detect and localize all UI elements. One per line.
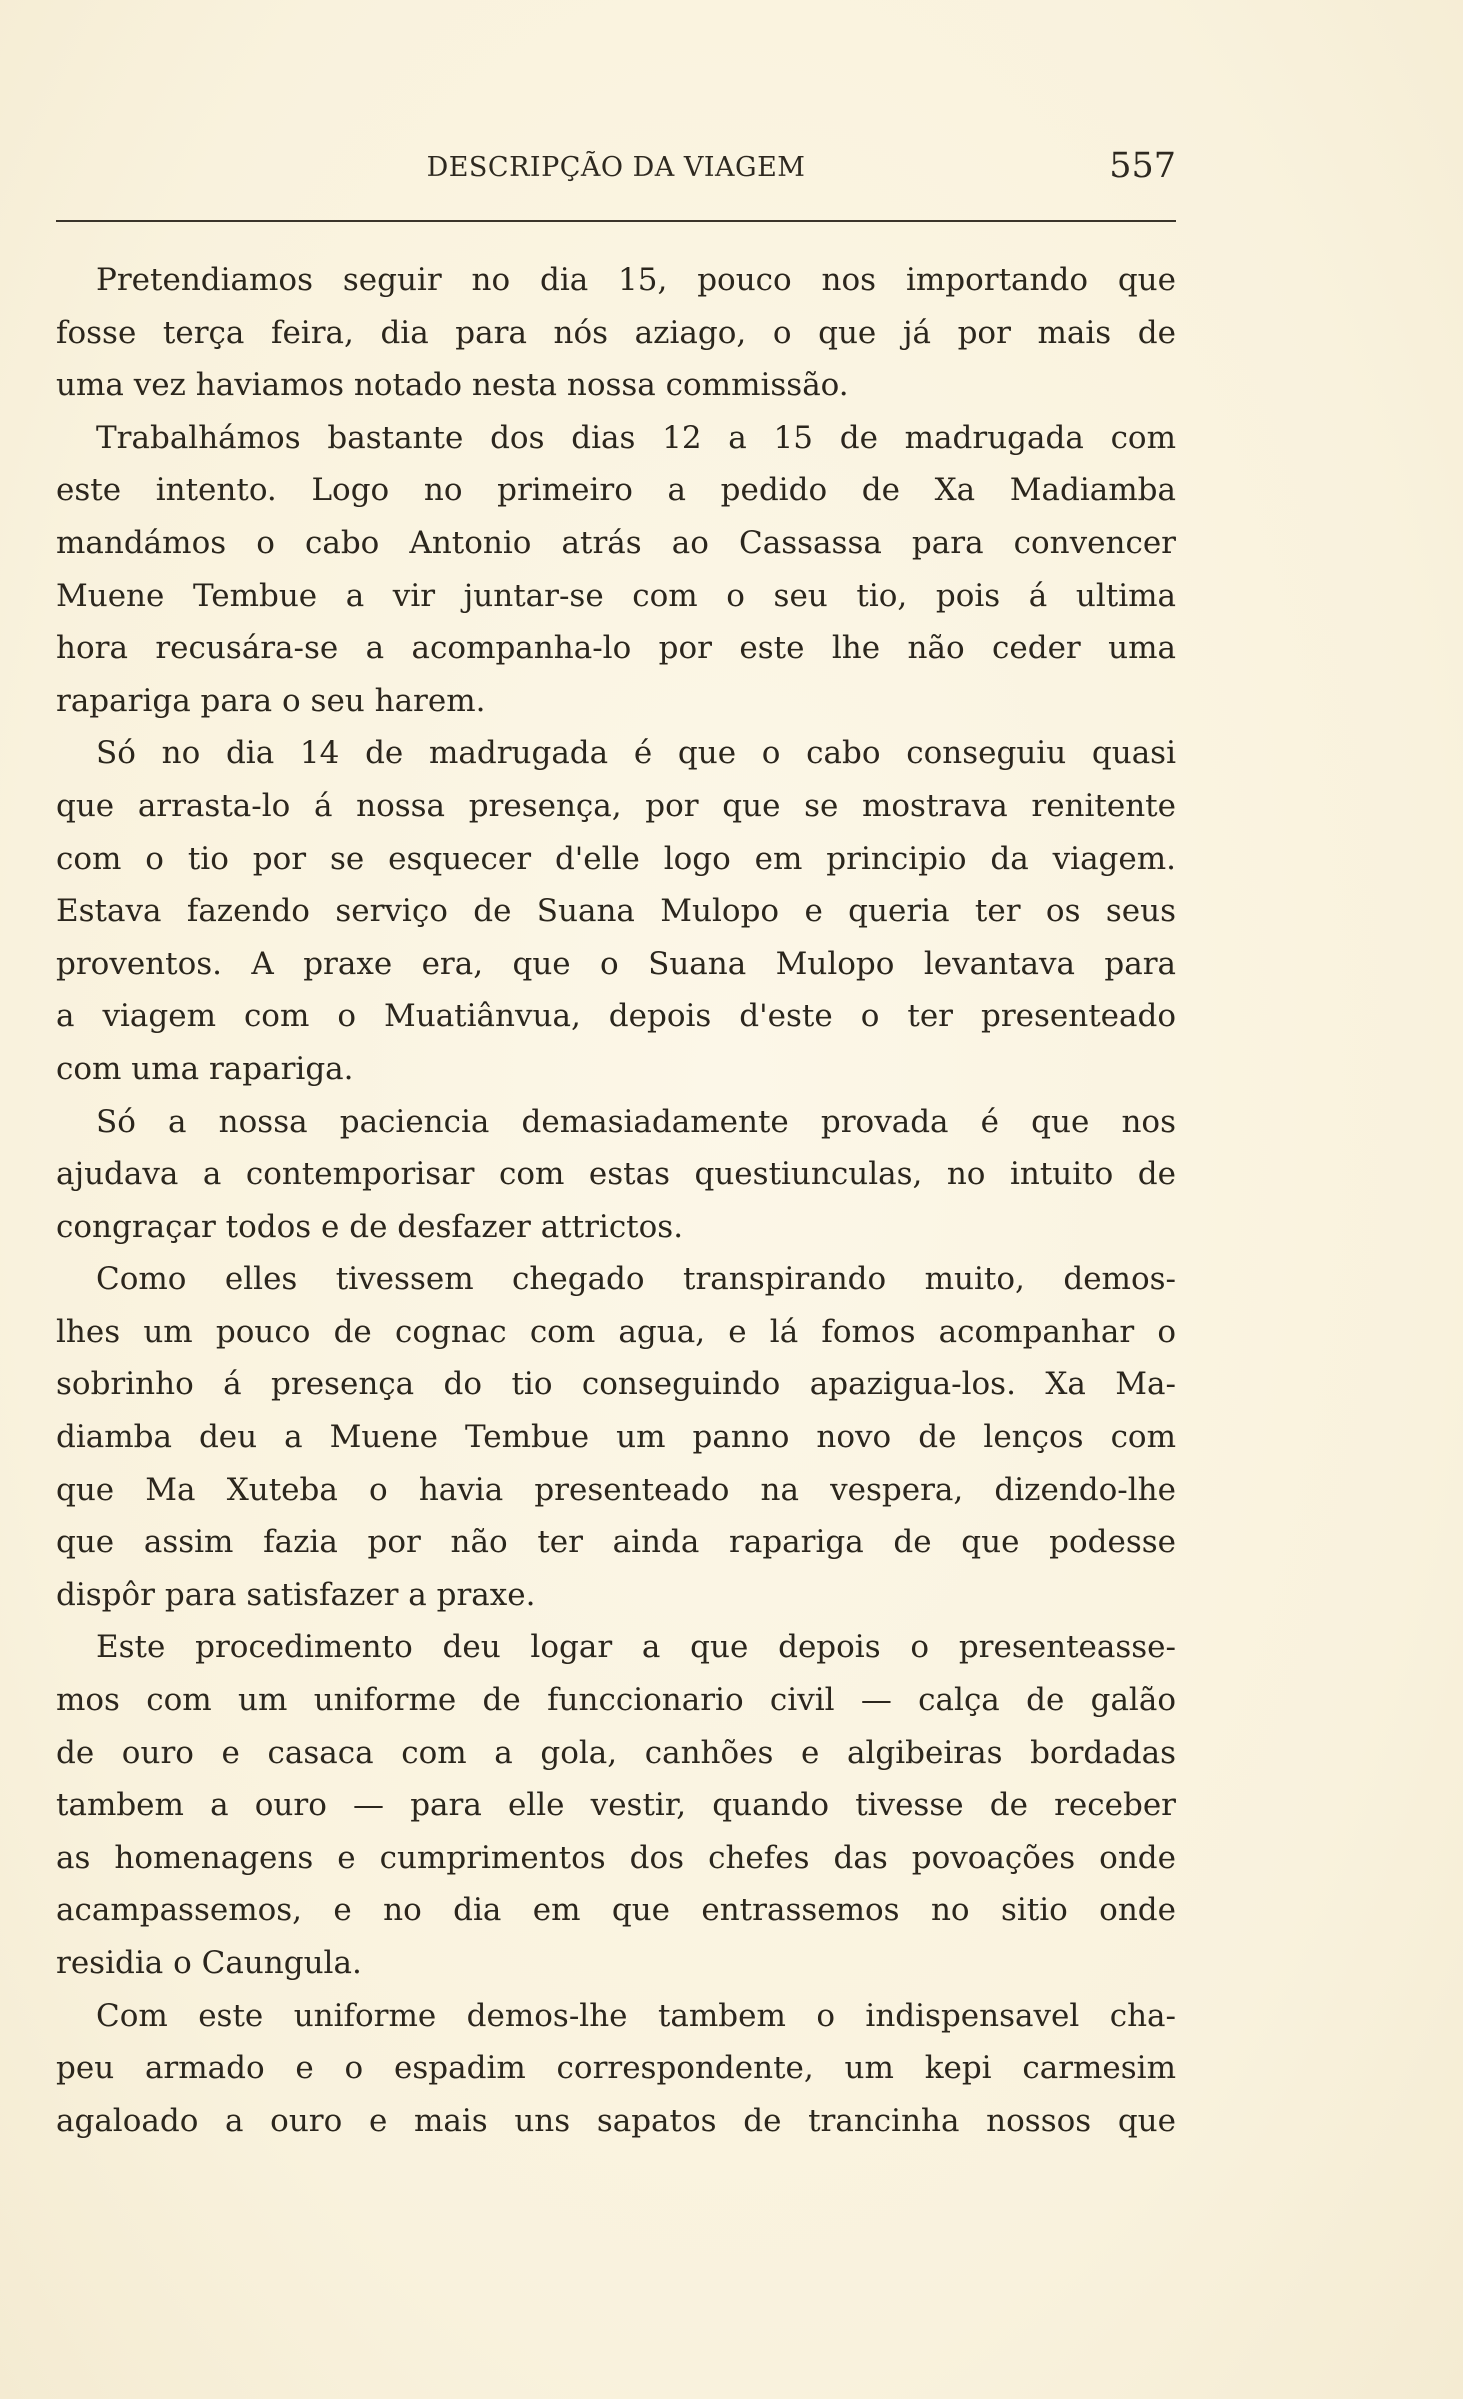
text-line: agaloado a ouro e mais uns sapatos de trancinha nossos que xyxy=(56,2102,1176,2139)
text-line: ajudava a contemporisar com estas questiunculas, no intuito de xyxy=(56,1156,1176,1193)
text-line: congraçar todos e de desfazer attrictos. xyxy=(56,1208,684,1245)
text-line: Trabalhámos bastante dos dias 12 a 15 de madrugada com xyxy=(96,419,1176,456)
text-line: sobrinho á presença do tio conseguindo apazigua-los. Xa Ma- xyxy=(56,1366,1176,1403)
text-line: este intento. Logo no primeiro a pedido de Xa Madiamba xyxy=(56,472,1176,509)
text-line: Só a nossa paciencia demasiadamente provada é que nos xyxy=(96,1103,1176,1140)
text-line: uma vez haviamos notado nesta nossa commissão. xyxy=(56,367,849,404)
text-line: rapariga para o seu harem. xyxy=(56,682,486,719)
text-line: residia o Caungula. xyxy=(56,1945,362,1981)
text-line: a viagem com o Muatiânvua, depois d'este o ter presenteado xyxy=(56,998,1176,1035)
text-line: peu armado e o espadim correspondente, um kepi carmesim xyxy=(56,2050,1176,2087)
text-line: hora recusára-se a acompanha-lo por este lhe não ceder uma xyxy=(56,630,1176,667)
text-line: lhes um pouco de cognac com agua, e lá fomos acompanhar o xyxy=(56,1313,1176,1350)
text-line: que Ma Xuteba o havia presenteado na vespera, dizendo-lhe xyxy=(56,1471,1176,1508)
text-line: mandámos o cabo Antonio atrás ao Cassassa para convencer xyxy=(56,524,1176,561)
text-line: Como elles tivessem chegado transpirando muito, demos- xyxy=(96,1261,1176,1298)
text-line: com uma rapariga. xyxy=(56,1050,354,1087)
text-line: dispôr para satisfazer a praxe. xyxy=(56,1576,536,1613)
text-line: as homenagens e cumprimentos dos chefes das povoações onde xyxy=(56,1839,1176,1876)
text-line: Só no dia 14 de madrugada é que o cabo conseguiu quasi xyxy=(96,735,1176,772)
text-line: que assim fazia por não ter ainda rapariga de que podesse xyxy=(56,1524,1176,1561)
page-number: 557 xyxy=(1109,146,1176,186)
text-line: diamba deu a Muene Tembue um panno novo de lenços com xyxy=(56,1419,1176,1456)
text-line: Com este uniforme demos-lhe tambem o indispensavel cha- xyxy=(96,1997,1176,2034)
body-text xyxy=(56,254,1176,2147)
text-line: fosse terça feira, dia para nós aziago, o que já por mais de xyxy=(56,314,1176,351)
text-line: proventos. A praxe era, que o Suana Mulopo levantava para xyxy=(56,945,1176,982)
text-line: tambem a ouro — para elle vestir, quando tivesse de receber xyxy=(56,1787,1176,1824)
text-line: Este procedimento deu logar a que depois o presenteasse- xyxy=(96,1629,1176,1666)
text-line: acampassemos, e no dia em que entrassemos no sitio onde xyxy=(56,1892,1176,1929)
page-header xyxy=(56,148,1176,198)
header-rule xyxy=(56,220,1176,222)
text-line: Pretendiamos seguir no dia 15, pouco nos importando que xyxy=(96,262,1176,298)
text-line: com o tio por se esquecer d'elle logo em principio da viagem. xyxy=(56,840,1176,877)
running-title: DESCRIPÇÃO DA VIAGEM xyxy=(426,152,806,183)
text-line: de ouro e casaca com a gola, canhões e algibeiras bordadas xyxy=(56,1734,1176,1771)
text-line: que arrasta-lo á nossa presença, por que se mostrava renitente xyxy=(56,787,1176,824)
text-line: mos com um uniforme de funccionario civil — calça de galão xyxy=(56,1682,1176,1719)
text-line: Muene Tembue a vir juntar-se com o seu tio, pois á ultima xyxy=(56,577,1176,614)
text-line: Estava fazendo serviço de Suana Mulopo e queria ter os seus xyxy=(56,893,1176,930)
